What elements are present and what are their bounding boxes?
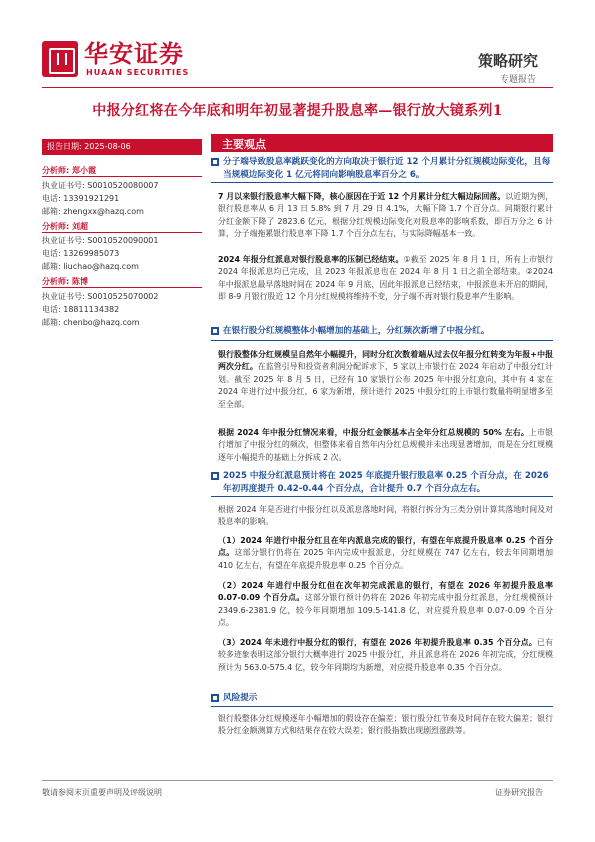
section-title: 主要观点	[222, 138, 266, 151]
heading-underline	[211, 340, 553, 341]
heading-underline	[211, 706, 553, 707]
report-date: 报告日期: 2025-08-06	[47, 142, 131, 151]
logo-chinese: 华安证券	[84, 39, 184, 68]
paragraph: 根据 2024 年中报分红情况来看，中报分红金额基本占全年分红总规模的 50% 左右。上市银行增加了中报分红的频次，但整体来看自然年内分红总规模并未出现显著增加，而是在分红规模逐年小幅提升的基础上分拆成 2 次。	[218, 428, 553, 462]
analyst-cert: 执业证书号: S0010520090001	[42, 236, 159, 245]
paragraph: （2）2024 年进行中报分红但在次年初完成派息的银行，有望在 2026 年初提升股息率 0.07-0.09 个百分点。这部分银行预计仍将在 2026 年初完成中报分红派息，分红规模预计 2349.6-2381.9 亿，较今年同期增加 109.5-141.8 亿，对应提升股息率 0.07-0.09 个百分点。	[218, 581, 553, 628]
analyst-email[interactable]: 邮箱: liuchao@hazq.com	[42, 262, 139, 271]
report-subtype: 专题报告	[500, 75, 537, 85]
footer-label: 证券研究报告	[495, 788, 543, 797]
paragraph: （3）2024 年未进行中报分红的银行，有望在 2026 年初提升股息率 0.35 个百分点。已有较多迹象表明这部分银行大概率进行 2025 中报分红，并且派息将在 2026 年初完成，分红规模预计为 563.0-575.4 亿，较今年同期均为新增，对应提升股息率 0.35 个百分点。	[218, 638, 553, 672]
analyst-phone: 电话: 13269985073	[42, 249, 120, 258]
analyst-name: 分析师: 陈博	[42, 277, 88, 286]
analyst-email[interactable]: 邮箱: zhengxx@hazq.com	[42, 207, 144, 216]
paragraph: 7 月以来银行股息率大幅下降，核心原因在于近 12 个月累计分红大幅边际回落。以近期为例，银行股息率从 6 月 13 日 5.8% 到 7 月 29 日 4.1%，大幅下降 1.7 个百分点。同期银行累计分红金额下降了 2823.6 亿元，根据分红规模边际变化对股息率的影响系数，即百万分之 6 计算，分子端拖累银行股息率下降 1.7 个百分点左右，与实际降幅基本一致。	[218, 192, 553, 239]
key-point-heading: 分子端导致股息率跳跃变化的方向取决于银行近 12 个月累计分红规模边际变化，且每当规模边际变化 1 亿元将同向影响股息率百分之 6。	[211, 156, 553, 181]
footer-divider	[42, 780, 553, 781]
header-divider	[42, 87, 553, 88]
analyst-cert: 执业证书号: S0010520080007	[42, 181, 159, 190]
analyst-phone: 电话: 13391921291	[42, 194, 120, 203]
logo-english: HUAAN SECURITIES	[86, 68, 190, 77]
logo-mark-icon	[42, 41, 78, 77]
paragraph: （1）2024 年进行中报分红且在年内派息完成的银行，有望在年底提升股息率 0.25 个百分点。这部分银行仍将在 2025 年内完成中报派息，分红规模在 747 亿左右，较去年同期增加 410 亿左右，有望在年底提升股息率 0.25 个百分点。	[218, 536, 553, 570]
paragraph: 2024 年报分红派息对银行股息率的压制已经结束。①截至 2025 年 8 月 1 日，所有上市银行 2024 年报派息均已完成，且 2023 年报派息也在 2024 年 8 月 1 日之前全部结束。②2024 年中报派息最早落地时间在 2024 年 9 月底，因此年报派息已经结束，中报派息未开启的期间，即 8-9 月银行股近 12 个月分红规模将维持不变，分子端不再对银行股息率产生影响。	[218, 255, 554, 302]
analyst-name: 分析师: 刘超	[42, 222, 88, 231]
heading-underline	[211, 496, 553, 497]
paragraph: 根据 2024 年是否进行中报分红以及派息落地时间，将银行拆分为三类分别计算其落地时间及对股息率的影响。	[218, 505, 553, 527]
analyst-email[interactable]: 邮箱: chenbo@hazq.com	[42, 318, 140, 327]
analyst-name: 分析师: 郑小霞	[42, 166, 96, 175]
paragraph: 银行股整体分红规模呈自然年小幅提升，同时分红次数着端从过去仅年报分红转变为年报+中报两次分红。在监管引导和投资者利润分配诉求下，5 家以上市银行在 2024 年启动了中报分红计划。截至 2025 年 8 月 5 日，已经有 10 家银行公布 2025 年中报分红意向，其中有 4 家在 2024 年进行过中报分红，6 家为新增，预计进行 2025 中报分红的上市银行数量将明显增多至至全部。	[218, 350, 553, 409]
key-point-heading: 2025 中报分红派息预计将在 2025 年底提升银行股息率 0.25 个百分点，在 2026 年初再度提升 0.42-0.44 个百分点，合计提升 0.7 个百分点左右。	[211, 470, 553, 495]
square-bullet-icon	[211, 694, 219, 702]
square-bullet-icon	[211, 158, 219, 166]
key-point-heading: 在银行股分红规模整体小幅增加的基础上，分红频次新增了中报分红。	[211, 325, 553, 338]
paragraph: 银行股整体分红规模逐年小幅增加的假设存在偏差；银行股分红节奏及时间存在较大偏差；银行股分红金额测算方式和结果存在较大误差；银行股指数出现剧烈涨跌等。	[218, 714, 553, 736]
footer-disclaimer-link[interactable]: 敬请参阅末页重要声明及评级说明	[42, 788, 162, 797]
risk-heading: 风险提示	[211, 692, 553, 705]
square-bullet-icon	[211, 472, 219, 480]
analyst-cert: 执业证书号: S0010525070002	[42, 292, 159, 301]
report-title: 中报分红将在今年底和明年初显著提升股息率—银行放大镜系列1	[92, 103, 503, 119]
report-type: 策略研究	[478, 52, 539, 70]
analyst-phone: 电话: 18811134382	[42, 305, 120, 314]
square-bullet-icon	[211, 327, 219, 335]
heading-underline	[211, 182, 553, 183]
